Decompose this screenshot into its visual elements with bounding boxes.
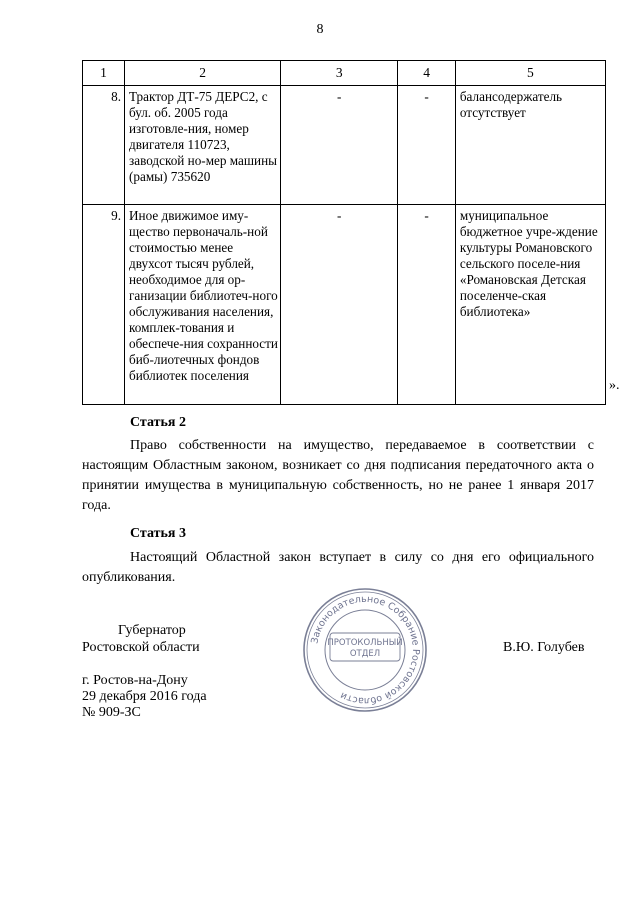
stamp-inner-line2: ОТДЕЛ: [349, 649, 381, 659]
col3-value: -: [281, 86, 398, 205]
law-number: № 909-ЗС: [82, 705, 141, 720]
header-col-2: 2: [125, 61, 281, 86]
header-col-4: 4: [398, 61, 455, 86]
table-header-row: [83, 61, 606, 86]
header-col-5: 5: [455, 61, 605, 86]
stamp-inner-line1: ПРОТОКОЛЬНЫЙ: [327, 638, 403, 648]
signing-place: г. Ростов-на-Дону: [82, 673, 188, 688]
closing-quote-mark: ».: [609, 378, 620, 393]
header-col-3: 3: [281, 61, 398, 86]
header-col-1: 1: [83, 61, 125, 86]
article-2-text: Право собственности на имущество, передаваемое в соответствии с настоящим Областным законом, возникает со дня подписания передаточного акта о принятии имущества в муниципальную собственность, но не ранее 1 января 2017 года.: [82, 438, 594, 513]
col4-value: -: [398, 205, 455, 405]
signatory-title-line2: Ростовской области: [82, 640, 200, 655]
property-description: Иное движимое иму-щество первоначаль-ной стоимостью менее двухсот тысяч рублей, необходимое для ор-ганизации библиотеч-ного обслуживания населения, комплек-тования и обеспече-ния сохранности биб-лиотечных фондов библиотек поселения: [125, 205, 281, 405]
article-3-text: Настоящий Областной закон вступает в силу со дня его официального опубликования.: [82, 550, 594, 585]
stamp-ring-text: Законодательное Собрание Ростовской области: [309, 593, 422, 707]
signatory-name: В.Ю. Голубев: [503, 640, 585, 655]
official-stamp: [300, 585, 430, 715]
article-2-heading: Статья 2: [130, 415, 186, 430]
col4-value: -: [398, 86, 455, 205]
col3-value: -: [281, 205, 398, 405]
row-number: 9.: [83, 205, 125, 405]
table-row: [83, 86, 606, 205]
page-number: 8: [316, 22, 324, 37]
signing-date: 29 декабря 2016 года: [82, 689, 207, 704]
table-row: [83, 205, 606, 405]
property-table: [82, 60, 606, 405]
balance-holder: балансодержатель отсутствует: [455, 86, 605, 205]
row-number: 8.: [83, 86, 125, 205]
article-3-heading: Статья 3: [130, 526, 186, 541]
property-description: Трактор ДТ-75 ДЕРС2, с бул. об. 2005 года изготовле-ния, номер двигателя 110723, заводской но-мер машины (рамы) 735620: [125, 86, 281, 205]
balance-holder: муниципальное бюджетное учре-ждение культуры Романовского сельского поселе-ния «Романовская Детская поселенче-ская библиотека»: [455, 205, 605, 405]
signatory-title-line1: Губернатор: [118, 623, 186, 638]
